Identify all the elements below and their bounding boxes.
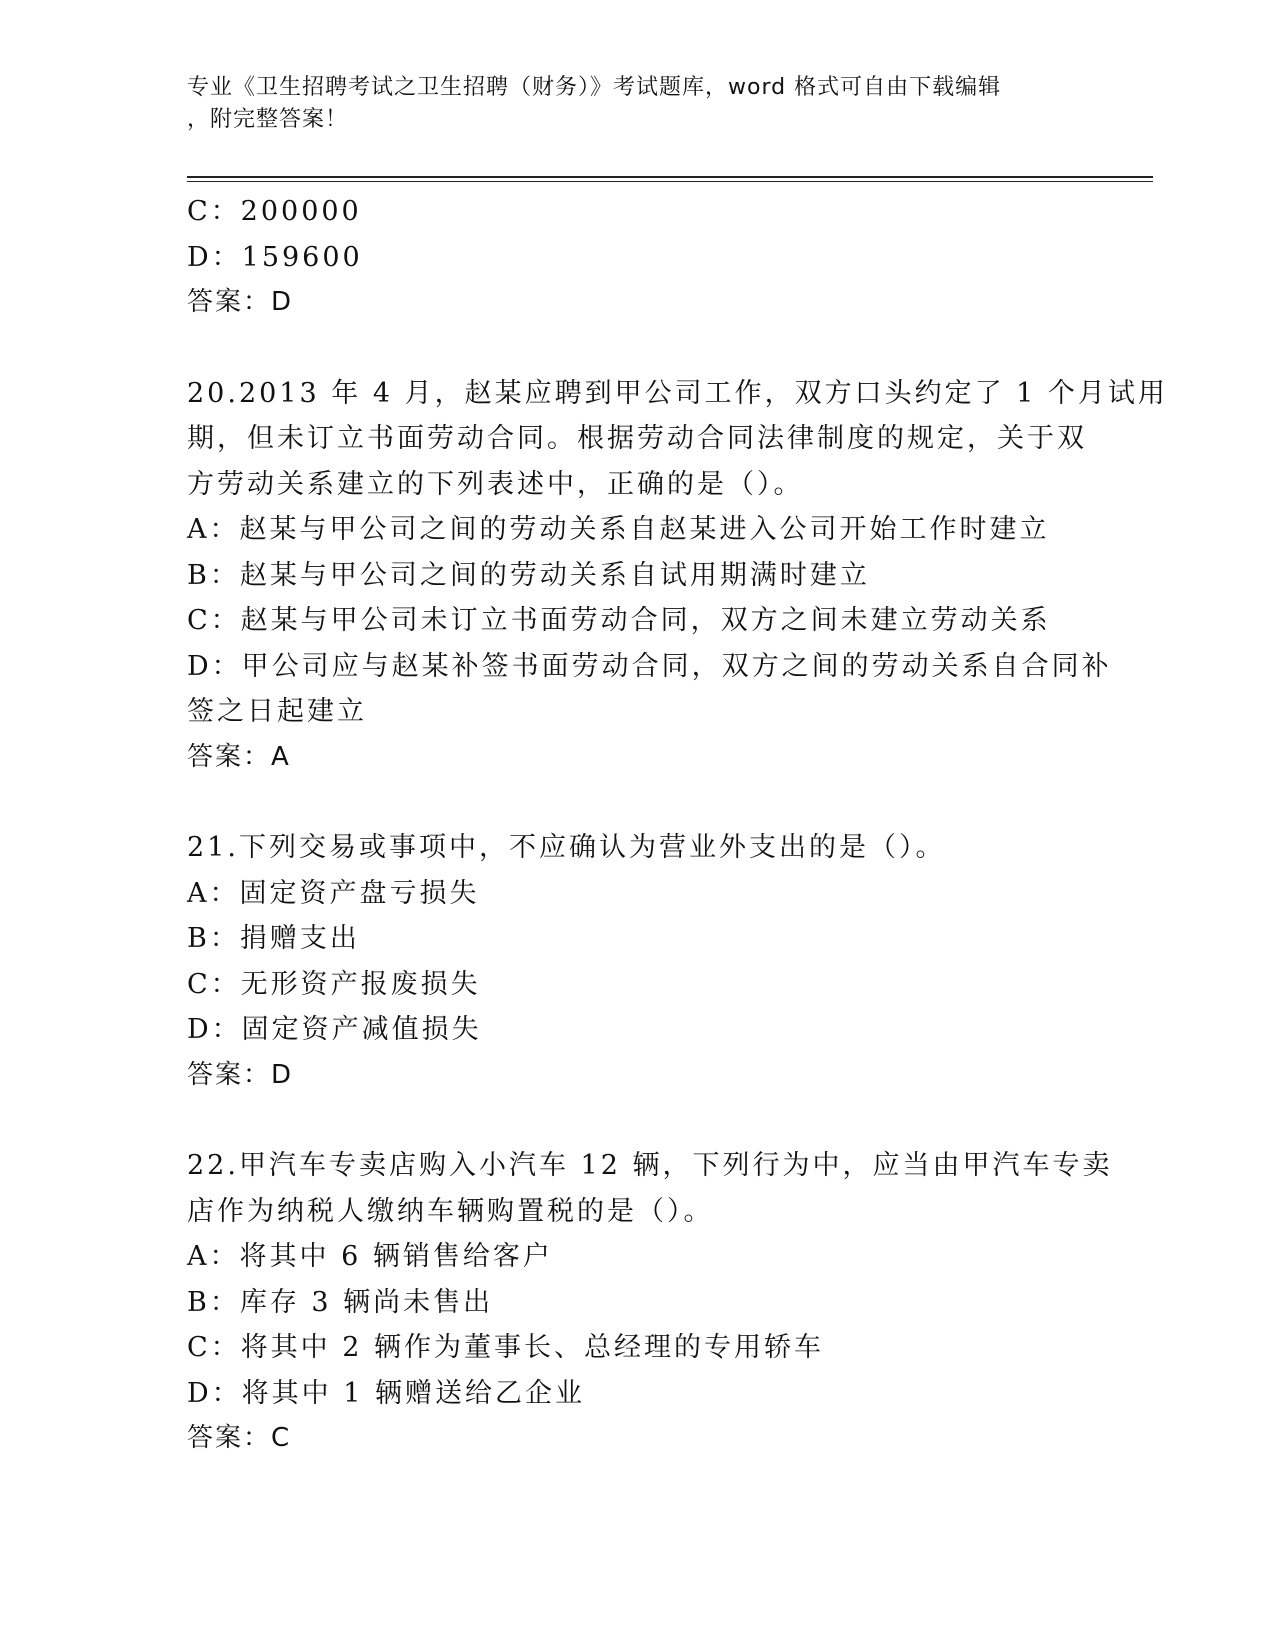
option-c: C：无形资产报废损失 [187,968,481,1000]
header-divider-thin [187,181,1153,182]
header-divider [187,176,1153,178]
option-b: B：捐赠支出 [187,923,360,954]
answer: 答案：C [187,1423,292,1453]
option-a: A：将其中 6 辆销售给客户 [187,1241,553,1272]
question-stem: 20.2013 年 4 月，赵某应聘到甲公司工作，双方口头约定了 1 个月试用 [187,377,1168,409]
option-d: D：甲公司应与赵某补签书面劳动合同，双方之间的劳动关系自合同补 [187,650,1112,682]
header-line-2: ，附完整答案！ [187,107,349,132]
option-b: B：库存 3 辆尚未售出 [187,1286,494,1318]
document-header [187,72,1067,136]
option-d: D：将其中 1 辆赠送给乙企业 [187,1377,585,1409]
answer: 答案：A [187,741,291,772]
option-b: B：赵某与甲公司之间的劳动关系自试用期满时建立 [187,559,870,591]
option-a: A：赵某与甲公司之间的劳动关系自赵某进入公司开始工作时建立 [187,514,1050,545]
question-stem: 22.甲汽车专卖店购入小汽车 12 辆，下列行为中，应当由甲汽车专卖 [187,1150,1113,1181]
question-21 [187,825,1087,1098]
answer: 答案：D [187,1059,294,1090]
question-20 [187,371,1168,781]
question-stem: 方劳动关系建立的下列表述中，正确的是（）。 [187,468,804,500]
question-stem: 21.下列交易或事项中，不应确认为营业外支出的是（）。 [187,832,946,863]
option-a: A：固定资产盘亏损失 [187,877,480,909]
question-stem: 期，但未订立书面劳动合同。根据劳动合同法律制度的规定，关于双 [187,423,1087,454]
option-d: D：固定资产减值损失 [187,1014,482,1045]
question-22 [187,1143,1113,1462]
option-c: C：赵某与甲公司未订立书面劳动合同，双方之间未建立劳动关系 [187,605,1051,636]
option-c: C：将其中 2 辆作为董事长、总经理的专用轿车 [187,1332,825,1363]
option-d: D：159600 [187,241,363,273]
question-stem: 店作为纳税人缴纳车辆购置税的是（）。 [187,1195,714,1227]
question-content [187,189,1168,1462]
answer: 答案：D [187,287,294,317]
option-d-continued: 签之日起建立 [187,696,367,727]
header-line-1: 专业《卫生招聘考试之卫生招聘（财务）》考试题库，word 格式可自由下载编辑 [187,75,1002,100]
option-c: C：200000 [187,196,362,227]
